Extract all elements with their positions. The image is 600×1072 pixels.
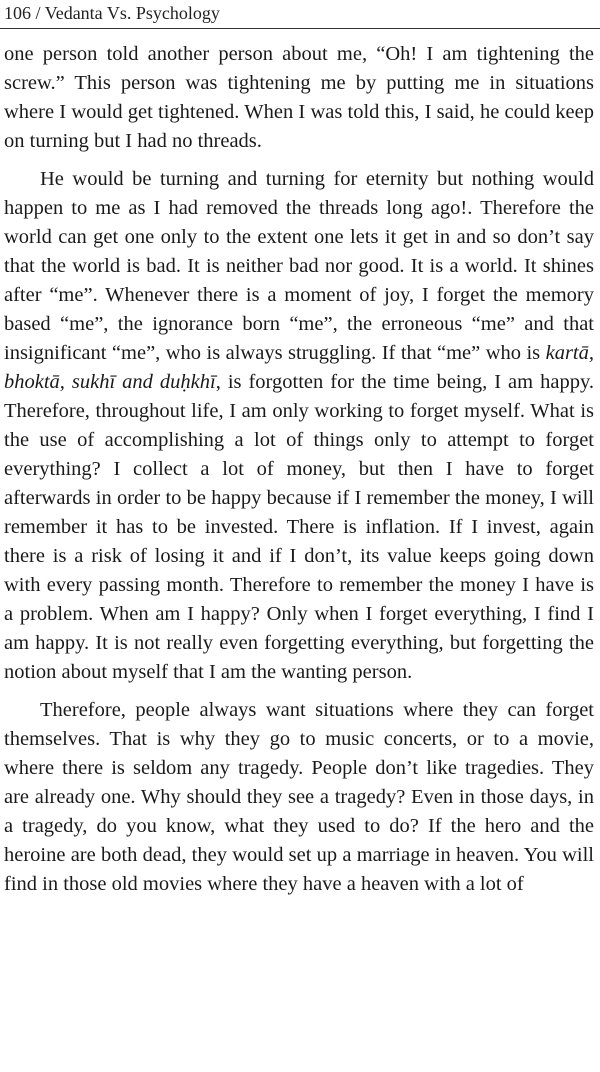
running-head <box>4 2 220 24</box>
paragraph-2-part-1: He would be turning and turning for eternity but nothing would happen to me as I had removed the threads long ago!. Therefore the world can get one only to the extent one lets it get in and so don’t say that the world is bad. It is neither bad nor good. It is a world. It shines after “me”. Whenever there is a moment of joy, I forget the memory based “me”, the ignorance born “me”, the erroneous “me” and that insignificant “me”, who is always struggling. If that “me” who is <box>4 168 594 364</box>
header-rule <box>0 28 600 29</box>
page-number: 106 <box>4 3 31 23</box>
paragraph-3: Therefore, people always want situations where they can forget themselves. That is why they go to music concerts, or to a movie, where there is seldom any tragedy. People don’t like tragedies. They are already one. Why should they see a tragedy? Even in those days, in a tragedy, do you know, what they used to do? If the hero and the heroine are both dead, they would set up a marriage in heaven. You will find in those old movies where they have a heaven with a lot of <box>4 699 594 895</box>
paragraph-1: one person told another person about me, “Oh! I am tightening the screw.” This person was tightening me by putting me in situations where I would get tightened. When I was told this, I said, he could keep on turning but I had no threads. <box>4 43 594 152</box>
paragraph-2-part-2: , is forgotten for the time being, I am happy. Therefore, throughout life, I am only working to forget myself. What is the use of accomplishing a lot of things only to attempt to forget everything? I collect a lot of money, but then I have to forget afterwards in order to be happy because if I remember the money, I will remember it has to be invested. There is inflation. If I invest, again there is a risk of losing it and if I don’t, its value keeps going down with every passing month. Therefore to remember the money I have is a problem. When am I happy? Only when I forget everything, I find I am happy. It is not really even forgetting everything, but forgetting the notion about myself that I am the wanting person. <box>4 371 594 683</box>
header-separator: / <box>35 3 41 23</box>
book-title: Vedanta Vs. Psychology <box>44 3 220 23</box>
paragraph-2 <box>4 165 594 687</box>
body-text <box>4 40 594 899</box>
sanskrit-terms: kartā, bhoktā, sukhī and duḥkhī <box>4 342 594 393</box>
